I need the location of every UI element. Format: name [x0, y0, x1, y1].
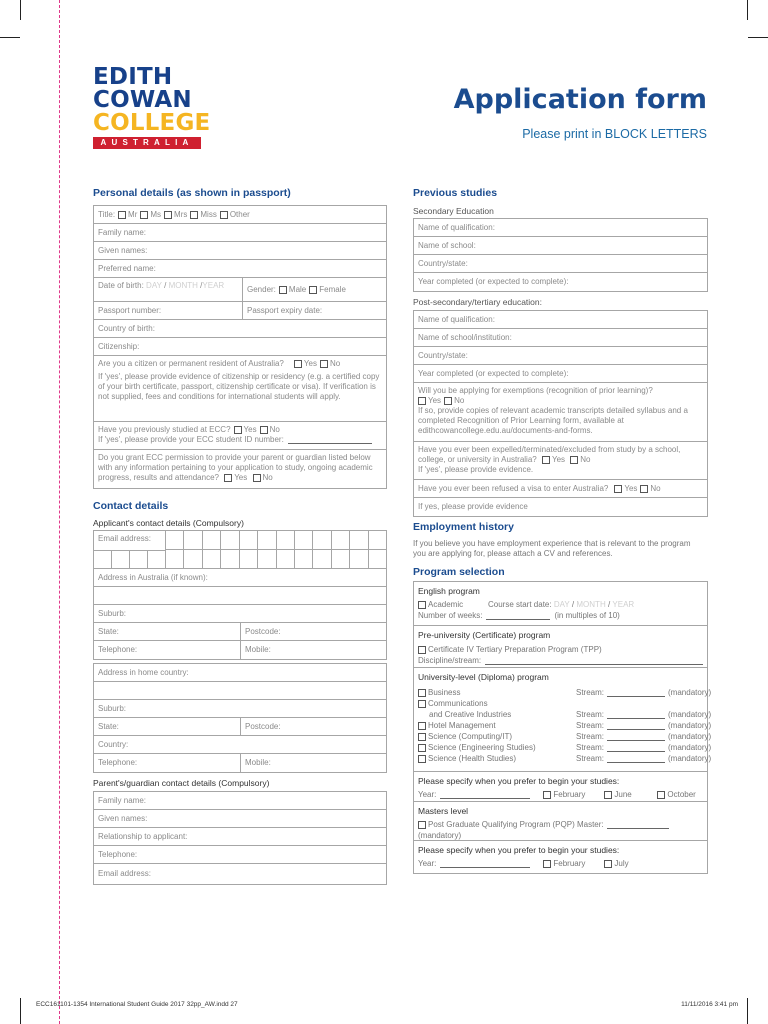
- expelled-row: [414, 442, 707, 480]
- pqp-master-input[interactable]: [607, 821, 669, 829]
- guardian-telephone-field[interactable]: [94, 846, 386, 864]
- post-qualification-field[interactable]: [414, 311, 707, 329]
- applicant-contact-title: Applicant's contact details (Compulsory): [93, 518, 244, 528]
- checkbox-communications[interactable]: [418, 700, 426, 708]
- state-postcode-row: [94, 623, 386, 641]
- option-label: Business: [428, 687, 461, 697]
- section-title-previous: Previous studies: [413, 187, 498, 199]
- university-program-row: [414, 668, 712, 772]
- field-hint: (mandatory): [418, 830, 462, 840]
- secondary-table: [413, 218, 708, 292]
- home-phone-row: [94, 754, 386, 772]
- field-label: Email address:: [98, 869, 151, 878]
- home-telephone-field[interactable]: Telephone:: [98, 758, 138, 767]
- option-label: Mr: [128, 209, 138, 219]
- masters-year-input[interactable]: [440, 860, 530, 868]
- checkbox-masters-july[interactable]: [604, 860, 612, 868]
- checkbox-academic[interactable]: [418, 601, 426, 609]
- field-label: Name of school:: [418, 240, 476, 250]
- begin-studies-row: [414, 772, 707, 802]
- crop-mark: [747, 0, 748, 20]
- college-logo: [93, 64, 211, 149]
- option-label: June: [614, 789, 632, 799]
- program-table: [413, 581, 712, 874]
- dob-gender-row: [94, 278, 386, 302]
- option-label: Mrs: [174, 209, 188, 219]
- question-label: Have you previously studied at ECC?: [98, 425, 231, 434]
- stream-input[interactable]: [607, 744, 665, 752]
- checkbox-science-computing[interactable]: [418, 733, 426, 741]
- question-label: Have you ever been refused a visa to enter Australia?: [418, 483, 609, 493]
- option-label: No: [262, 473, 273, 482]
- post-country-field[interactable]: [414, 347, 707, 365]
- english-program-row: [414, 582, 707, 626]
- stream-input[interactable]: [607, 711, 665, 719]
- post-secondary-table: [413, 310, 708, 517]
- applicant-contact-table: [93, 530, 387, 660]
- checkbox-studied-no[interactable]: [260, 426, 268, 434]
- checkbox-ms[interactable]: [140, 211, 148, 219]
- given-names-field[interactable]: [94, 242, 386, 260]
- field-label: Citizenship:: [98, 341, 140, 351]
- begin-question: Please specify when you prefer to begin your studies:: [418, 844, 620, 855]
- section-title-program: Program selection: [413, 566, 505, 578]
- preuni-program-row: [414, 626, 707, 668]
- logo-country-band: AUSTRALIA: [93, 137, 201, 149]
- option-label: Ms: [150, 209, 162, 219]
- dob-year-hint: YEAR: [202, 281, 225, 290]
- checkbox-other[interactable]: [220, 211, 228, 219]
- stream-input[interactable]: [607, 755, 665, 763]
- visa-evidence-field[interactable]: [414, 498, 707, 516]
- option-label: October: [667, 789, 696, 799]
- field-label: If yes, please provide evidence: [418, 502, 528, 511]
- checkbox-resident-no[interactable]: [320, 360, 328, 368]
- option-label: No: [454, 396, 465, 405]
- exemptions-row: [414, 383, 707, 442]
- field-label: Country:: [98, 739, 129, 749]
- checkbox-expelled-no[interactable]: [570, 456, 578, 464]
- masters-row: [414, 802, 707, 841]
- field-hint: (mandatory): [668, 709, 712, 719]
- address-australia-line[interactable]: [94, 587, 386, 605]
- sec-country-field[interactable]: [414, 255, 707, 273]
- field-label: Year completed (or expected to complete):: [418, 368, 569, 378]
- field-label: Relationship to applicant:: [98, 831, 188, 841]
- field-label: Stream:: [576, 753, 605, 763]
- print-slug-left: ECC161101-1354 International Student Guide 2017 32pp_AW.indd 27: [36, 1001, 238, 1008]
- begin-studies-masters-row: [414, 841, 707, 873]
- option-label: Post Graduate Qualifying Program (PQP) Master:: [428, 819, 604, 829]
- checkbox-expelled-yes[interactable]: [542, 456, 550, 464]
- masters-heading: Masters level: [418, 805, 469, 816]
- logo-line: EDITH: [93, 64, 173, 90]
- field-label: Number of weeks:: [418, 610, 483, 620]
- checkbox-cert-iv[interactable]: [418, 646, 426, 654]
- option-label: Yes: [234, 473, 248, 482]
- guardian-email-field[interactable]: [94, 864, 386, 884]
- field-hint: (mandatory): [668, 731, 712, 741]
- field-label: Year:: [418, 789, 437, 799]
- crop-mark: [748, 37, 768, 38]
- option-label: Other: [229, 209, 250, 219]
- option-label: Female: [319, 284, 346, 294]
- field-label: Family name:: [98, 795, 147, 805]
- field-label: Suburb:: [98, 703, 127, 713]
- dob-day-hint: DAY: [146, 281, 162, 290]
- checkbox-february[interactable]: [543, 791, 551, 799]
- checkbox-exemptions-yes[interactable]: [418, 397, 426, 405]
- checkbox-permission-no[interactable]: [253, 474, 261, 482]
- start-day-hint: DAY: [553, 599, 570, 609]
- field-label: Country/state:: [418, 258, 468, 268]
- option-label: Academic: [428, 599, 464, 609]
- country-of-birth-field[interactable]: [94, 320, 386, 338]
- employment-text: If you believe you have employment experience that is relevant to the program you are applying for, please attach a CV and references.: [413, 539, 691, 558]
- section-title-contact: Contact details: [93, 500, 169, 512]
- field-label: Stream:: [576, 720, 605, 730]
- stream-input[interactable]: [607, 733, 665, 741]
- visa-row: [414, 480, 707, 498]
- gender-field: [242, 278, 386, 301]
- student-id-input[interactable]: [288, 436, 372, 444]
- field-label: Given names:: [98, 245, 148, 255]
- logo-line: COWAN: [93, 87, 192, 113]
- university-heading: University-level (Diploma) program: [418, 671, 549, 682]
- field-hint: (in multiples of 10): [554, 610, 620, 620]
- field-label: Family name:: [98, 227, 147, 237]
- email-char-boxes[interactable]: [94, 550, 165, 569]
- checkbox-science-health[interactable]: [418, 755, 426, 763]
- field-label: Course start date:: [488, 599, 552, 609]
- home-suburb-field[interactable]: [94, 700, 386, 718]
- option-label: Yes: [243, 425, 257, 434]
- field-label: Stream:: [576, 742, 605, 752]
- field-label: Address in Australia (if known):: [98, 573, 208, 582]
- home-mobile-field[interactable]: Mobile:: [240, 754, 386, 772]
- field-label: Country/state:: [418, 350, 468, 360]
- option-label: July: [614, 858, 629, 868]
- section-title-employment: Employment history: [413, 521, 514, 533]
- field-label: Suburb:: [98, 608, 127, 618]
- option-label: Yes: [428, 396, 442, 405]
- start-year-hint: YEAR: [612, 599, 635, 609]
- option-label: Hotel Management: [428, 720, 496, 730]
- mobile-field[interactable]: Mobile:: [240, 641, 386, 659]
- begin-year-input[interactable]: [440, 791, 530, 799]
- checkbox-mrs[interactable]: [164, 211, 172, 219]
- slash: /: [164, 281, 167, 290]
- preferred-name-field[interactable]: [94, 260, 386, 278]
- sec-school-field[interactable]: [414, 237, 707, 255]
- email-row: [94, 531, 386, 569]
- trim-guide: [59, 0, 60, 1024]
- checkbox-exemptions-no[interactable]: [444, 397, 452, 405]
- sec-qualification-field[interactable]: [414, 219, 707, 237]
- field-label: Country of birth:: [98, 323, 155, 333]
- field-label: Name of qualification:: [418, 222, 495, 232]
- passport-row: [94, 302, 386, 320]
- question-label: Have you ever been expelled/terminated/excluded from study by a school, college, or university in Australia?: [418, 445, 681, 464]
- citizenship-field[interactable]: [94, 338, 386, 356]
- checkbox-pqp[interactable]: [418, 821, 426, 829]
- checkbox-science-engineering[interactable]: [418, 744, 426, 752]
- post-secondary-title: Post-secondary/tertiary education:: [413, 297, 542, 307]
- checkbox-masters-february[interactable]: [543, 860, 551, 868]
- phone-row: [94, 641, 386, 659]
- logo-line: COLLEGE: [93, 110, 211, 136]
- field-label: Preferred name:: [98, 263, 156, 273]
- begin-question: Please specify when you prefer to begin your studies:: [418, 775, 620, 786]
- exemptions-note: If so, provide copies of relevant academic transcripts detailed syllabus and a completed Recognition of Prior Learning form, available at edithcowancollege.edu.au/documents-and-forms.: [418, 406, 688, 435]
- checkbox-permission-yes[interactable]: [224, 474, 232, 482]
- personal-details-table: [93, 205, 387, 489]
- print-slug-right: 11/11/2016 3:41 pm: [681, 1001, 738, 1008]
- option-label: Science (Health Studies): [428, 753, 517, 763]
- option-label: February: [553, 858, 586, 868]
- field-label: Date of birth:: [98, 281, 144, 290]
- post-year-field[interactable]: [414, 365, 707, 383]
- checkbox-june[interactable]: [604, 791, 612, 799]
- field-label: Year completed (or expected to complete):: [418, 277, 569, 286]
- email-char-boxes[interactable]: [166, 550, 386, 569]
- preuni-heading: Pre-university (Certificate) program: [418, 629, 551, 640]
- expelled-note: If 'yes', please provide evidence.: [418, 465, 534, 474]
- passport-number-field[interactable]: Passport number:: [98, 305, 162, 315]
- option-label: No: [269, 425, 280, 434]
- secondary-education-title: Secondary Education: [413, 206, 494, 216]
- checkbox-resident-yes[interactable]: [294, 360, 302, 368]
- english-program-heading: English program: [418, 585, 480, 596]
- field-label: Title:: [98, 209, 116, 219]
- crop-mark: [20, 0, 21, 20]
- permission-row: [94, 450, 386, 488]
- page-subtitle: Please print in BLOCK LETTERS: [522, 127, 707, 141]
- field-label: Discipline/stream:: [418, 655, 482, 665]
- option-label: No: [650, 483, 661, 493]
- crop-mark: [20, 998, 21, 1024]
- home-state-postcode-row: [94, 718, 386, 736]
- stream-input[interactable]: [607, 722, 665, 730]
- field-hint: (mandatory): [668, 720, 712, 730]
- post-school-field[interactable]: [414, 329, 707, 347]
- checkbox-miss[interactable]: [190, 211, 198, 219]
- option-label: Yes: [551, 455, 566, 464]
- family-name-field[interactable]: [94, 224, 386, 242]
- crop-mark: [747, 998, 748, 1024]
- dob-field[interactable]: [94, 278, 242, 301]
- field-label: Telephone:: [98, 849, 138, 859]
- option-label: Certificate IV Tertiary Preparation Program (TPP): [428, 644, 602, 654]
- option-label: Science (Engineering Studies): [428, 742, 536, 752]
- field-hint: (mandatory): [668, 687, 712, 697]
- option-label: and Creative Industries: [429, 709, 512, 719]
- option-label: Yes: [624, 483, 638, 493]
- weeks-input[interactable]: [486, 612, 550, 620]
- option-label: No: [580, 455, 591, 464]
- field-label: Given names:: [98, 813, 148, 823]
- field-label: Stream:: [576, 687, 605, 697]
- field-hint: (mandatory): [668, 742, 712, 752]
- option-label: February: [553, 789, 586, 799]
- slash: /: [200, 281, 203, 290]
- page-title: Application form: [453, 84, 707, 115]
- resident-note: If 'yes', please provide evidence of citizenship or residency (e.g. a certified copy of your birth certificate, passport, citizenship certificate or visa). If verification is not supplied, fees and conditions for international students will apply.: [98, 372, 380, 401]
- guardian-given-field[interactable]: [94, 810, 386, 828]
- field-label: Stream:: [576, 709, 605, 719]
- home-country-field[interactable]: [94, 736, 386, 754]
- slash: /: [571, 599, 575, 609]
- field-label: Gender:: [247, 284, 276, 294]
- checkbox-visa-yes[interactable]: [614, 485, 622, 493]
- field-label: Year:: [418, 858, 437, 868]
- checkbox-female[interactable]: [309, 286, 317, 294]
- option-label: Miss: [200, 209, 217, 219]
- option-label: No: [329, 359, 341, 368]
- suburb-field[interactable]: [94, 605, 386, 623]
- checkbox-mr[interactable]: [118, 211, 126, 219]
- discipline-input[interactable]: [485, 657, 703, 665]
- question-label: Do you grant ECC permission to provide your parent or guardian listed below with any information pertaining to your application to study, ongoing academic progress, results and attendance?: [98, 453, 373, 482]
- field-hint: (mandatory): [668, 753, 712, 763]
- studied-row: [94, 422, 386, 450]
- home-state-field[interactable]: State:: [98, 721, 119, 731]
- checkbox-studied-yes[interactable]: [234, 426, 242, 434]
- guardian-contact-title: Parent's/guardian contact details (Compulsory): [93, 778, 270, 788]
- option-label: Science (Computing/IT): [428, 731, 513, 741]
- postcode-field[interactable]: Postcode:: [240, 623, 386, 640]
- guardian-relationship-field[interactable]: [94, 828, 386, 846]
- address-australia-field[interactable]: [94, 569, 386, 587]
- home-address-table: [93, 663, 387, 773]
- field-label: Name of qualification:: [418, 314, 495, 324]
- stream-input[interactable]: [607, 689, 665, 697]
- start-month-hint: MONTH: [576, 599, 606, 609]
- field-label: Email address:: [98, 534, 151, 543]
- question-label: Are you a citizen or permanent resident of Australia?: [98, 359, 284, 368]
- question-label: Will you be applying for exemptions (recognition of prior learning)?: [418, 386, 653, 395]
- state-field[interactable]: State:: [98, 626, 119, 636]
- option-label: Communications: [428, 698, 488, 708]
- dob-month-hint: MONTH: [168, 281, 198, 290]
- home-postcode-field[interactable]: Postcode:: [240, 718, 386, 735]
- checkbox-october[interactable]: [657, 791, 665, 799]
- title-row: [94, 206, 386, 224]
- guardian-contact-table: [93, 791, 387, 885]
- field-label: Address in home country:: [98, 667, 189, 677]
- option-label: Yes: [303, 359, 317, 368]
- field-label: Stream:: [576, 731, 605, 741]
- checkbox-business[interactable]: [418, 689, 426, 697]
- address-home-line[interactable]: [94, 682, 386, 700]
- sec-year-field[interactable]: [414, 273, 707, 291]
- field-label: Name of school/institution:: [418, 332, 512, 342]
- guardian-family-field[interactable]: [94, 792, 386, 810]
- checkbox-hotel-management[interactable]: [418, 722, 426, 730]
- slash: /: [607, 599, 611, 609]
- email-char-boxes[interactable]: [166, 531, 386, 550]
- section-title-personal: Personal details (as shown in passport): [93, 187, 291, 199]
- address-home-field[interactable]: [94, 664, 386, 682]
- option-label: Male: [288, 284, 307, 294]
- passport-expiry-field[interactable]: Passport expiry date:: [242, 302, 386, 319]
- telephone-field[interactable]: Telephone:: [98, 645, 138, 654]
- checkbox-visa-no[interactable]: [640, 485, 648, 493]
- question-label: If 'yes', please provide your ECC student ID number:: [98, 435, 284, 444]
- crop-mark: [0, 37, 20, 38]
- resident-row: [94, 356, 386, 422]
- checkbox-male[interactable]: [279, 286, 287, 294]
